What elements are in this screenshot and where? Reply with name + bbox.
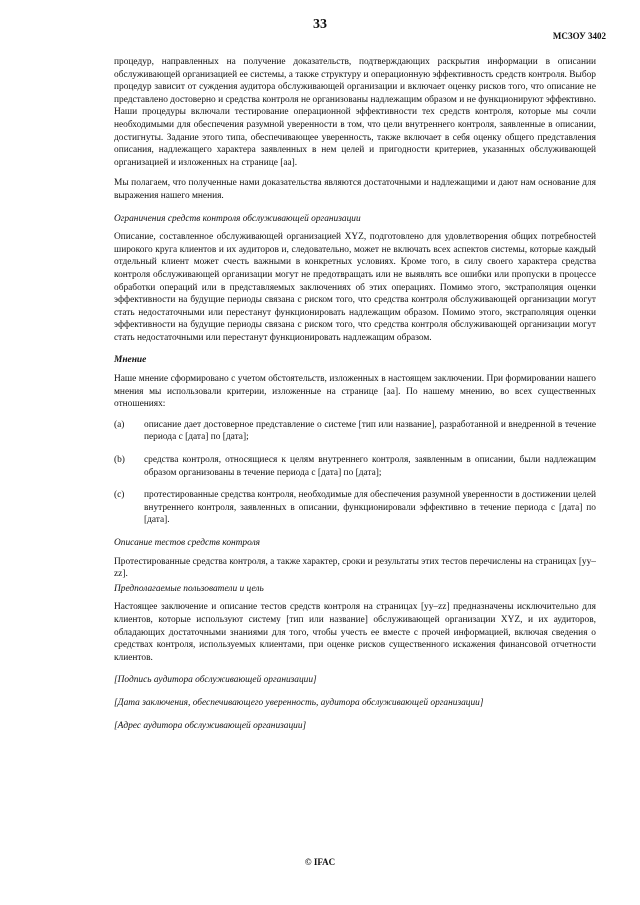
opinion-list [114,419,596,527]
list-item [114,454,596,479]
document-code: МСЗОУ 3402 [552,31,606,41]
heading-opinion: Мнение [114,355,147,366]
list-text: средства контроля, относящиеся к целям внутреннего контроля, заявленным в описании, были надлежащим образом организованы в течение периода с [дата] по [дата]; [144,455,596,478]
heading-tests: Описание тестов средств контроля [114,538,261,548]
paragraph-intended-users: Настоящее заключение и описание тестов средств контроля на страницах [yy–zz] предназначены исключительно для клиентов, которые используют систему [тип или название] обслуживающей организации XYZ, и их аудиторов, обладающих достаточными знаниями для того, чтобы учесть ее вместе с прочей информацией, включая сведения о средствах контроля, используемых клиентами, при оценке рисков существенного искажения финансовой отчетности клиентов. [114,602,596,663]
list-text: описание дает достоверное представление о системе [тип или название], разработанной и внедренной в течение периода с [дата] по [дата]; [144,419,596,443]
address-placeholder: [Адрес аудитора обслуживающей организации] [114,720,307,731]
date-placeholder: [Дата заключения, обеспечивающего уверенность, аудитора обслуживающей организации] [114,697,484,708]
list-item [114,419,596,444]
paragraph-evidence: Мы полагаем, что полученные нами доказательства являются достаточными и надлежащими и дают нам основание для выражения нашего мнения. [114,178,596,201]
heading-limitations: Ограничения средств контроля обслуживающей организации [114,213,361,224]
list-marker: (a) [114,419,125,430]
paragraph-tests: Протестированные средства контроля, а также характер, сроки и результаты этих тестов перечислены на страницах [yy–zz]. [114,556,596,580]
document-body [114,56,596,738]
paragraph-opinion: Наше мнение сформировано с учетом обстоятельств, изложенных в настоящем заключении. При формировании нашего мнения мы использовали критерии, изложенные на странице [аа]. По нашему мнению, во всех существенных отношениях: [114,374,596,410]
page-number: 33 [313,17,327,32]
footer-copyright: © IFAC [304,857,336,867]
list-marker: (c) [114,490,125,501]
signature-placeholder: [Подпись аудитора обслуживающей организации] [114,675,317,686]
list-item [114,489,596,527]
list-text: протестированные средства контроля, необходимые для обеспечения разумной уверенности в достижении целей внутреннего контроля, заявленных в описании, функционировали эффективно в течение периода с [дата] по [дата]. [144,490,596,526]
paragraph-procedures: процедур, направленных на получение доказательств, подтверждающих раскрытия информации в описании обслуживающей организацией ее системы, а также структуру и операционную эффективность средств контроля. Выбор процедур зависит от суждения аудитора обслуживающей организации и включает оценку рисков того, что описание не представлено достоверно и средства контроля не организованы надлежащим образом и не функционируют эффективно. Наши процедуры включали тестирование операционной эффективности тех средств контроля, которые мы сочли необходимыми для обеспечения разумной уверенности в том, что цели внутреннего контроля, заявленные в описании, достигнуты. Задание этого типа, обеспечивающее уверенность, также включает в себя оценку общего представления описания, надлежащего характера заявленных в нем целей и пригодности критериев, указанных обслуживающей организацией и изложенных на странице [аа]. [114,57,596,168]
list-marker: (b) [114,455,125,466]
heading-intended-users: Предполагаемые пользователи и цель [114,583,264,594]
paragraph-limitations: Описание, составленное обслуживающей организацией XYZ, подготовлено для удовлетворения общих потребностей широкого круга клиентов и их аудиторов и, следовательно, может не включать всех аспектов системы, которые каждый отдельный клиент может счесть важными в конкретных условиях. Кроме того, в силу своего характера средства контроля обслуживающей организации могут не предотвращать или не выявлять все ошибки или пропуски в процессе обработки операций или в представляемых заключениях об этих операциях. Помимо этого, экстраполяция оценки эффективности на будущие периоды связана с риском того, что средства контроля обслуживающей организации могут стать недостаточными или перестанут функционировать надлежащим образом. Помимо этого, экстраполяция оценки эффективности на будущие периоды связана с риском того, что средства контроля обслуживающей организации могут стать недостаточными или перестанут функционировать надлежащим образом. [114,232,596,343]
